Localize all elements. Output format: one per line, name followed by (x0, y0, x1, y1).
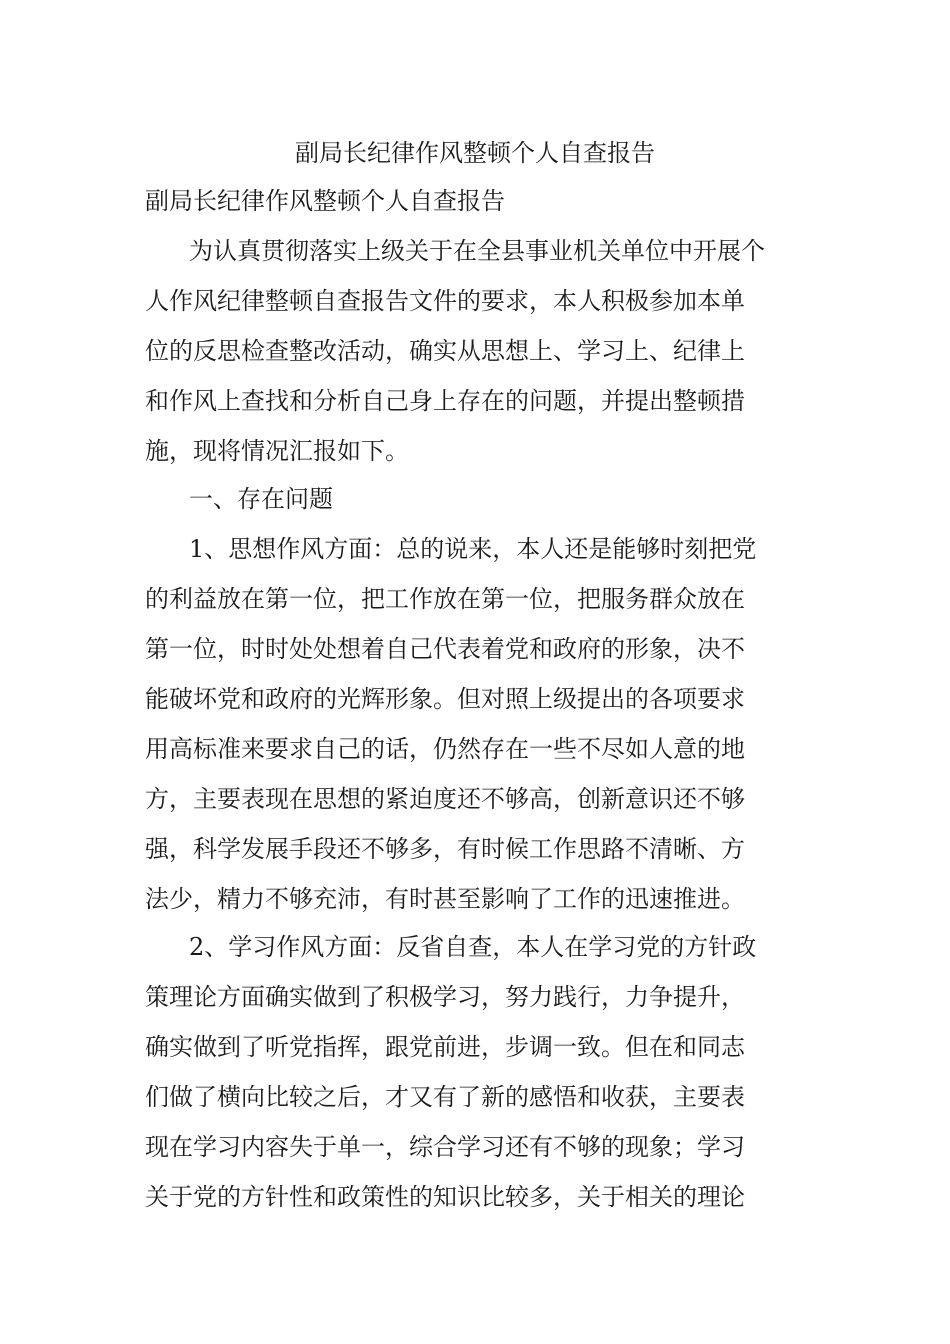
paragraph-line: 确实做到了听党指挥，跟党前进，步调一致。但在和同志 (145, 1033, 745, 1061)
paragraph-line: 1、思想作风方面：总的说来，本人还是能够时刻把党 (189, 535, 757, 563)
paragraph-line: 2、学习作风方面：反省自查，本人在学习党的方针政 (189, 933, 757, 961)
paragraph-line: 能破坏党和政府的光辉形象。但对照上级提出的各项要求 (145, 685, 745, 713)
paragraph-line: 法少，精力不够充沛，有时甚至影响了工作的迅速推进。 (145, 885, 745, 913)
paragraph-line: 强，科学发展手段还不够多，有时候工作思路不清晰、方 (145, 835, 745, 863)
paragraph-line: 用高标准来要求自己的话，仍然存在一些不尽如人意的地 (145, 735, 745, 763)
paragraph-line: 的利益放在第一位，把工作放在第一位，把服务群众放在 (145, 585, 745, 613)
paragraph-line: 为认真贯彻落实上级关于在全县事业机关单位中开展个 (189, 237, 765, 265)
paragraph-line: 第一位，时时处处想着自己代表着党和政府的形象，决不 (145, 635, 745, 663)
subtitle-line: 副局长纪律作风整顿个人自查报告 (145, 187, 505, 215)
paragraph-line: 策理论方面确实做到了积极学习，努力践行，力争提升， (145, 983, 745, 1011)
paragraph-line: 关于党的方针性和政策性的知识比较多，关于相关的理论 (145, 1183, 745, 1211)
paragraph-line: 位的反思检查整改活动，确实从思想上、学习上、纪律上 (145, 337, 745, 365)
section-heading: 一、存在问题 (189, 485, 333, 513)
paragraph-line: 们做了横向比较之后，才又有了新的感悟和收获，主要表 (145, 1083, 745, 1111)
paragraph-line: 方，主要表现在思想的紧迫度还不够高，创新意识还不够 (145, 785, 745, 813)
paragraph-line: 和作风上查找和分析自己身上存在的问题，并提出整顿措 (145, 387, 745, 415)
document-title: 副局长纪律作风整顿个人自查报告 (295, 139, 655, 167)
paragraph-line: 施，现将情况汇报如下。 (145, 437, 409, 465)
paragraph-line: 人作风纪律整顿自查报告文件的要求，本人积极参加本单 (145, 287, 745, 315)
paragraph-line: 现在学习内容失于单一，综合学习还有不够的现象；学习 (145, 1133, 745, 1161)
